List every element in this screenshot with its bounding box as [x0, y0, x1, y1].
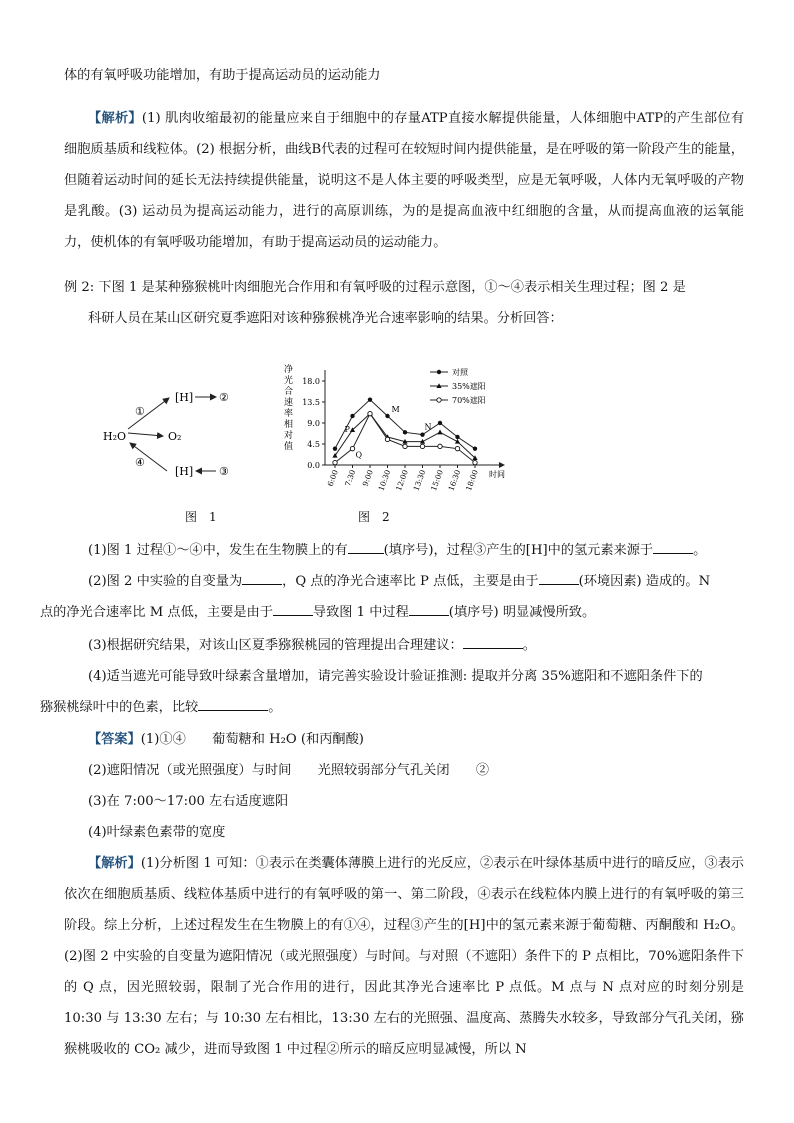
question-4 — [40, 661, 744, 723]
q2-text-f: (填序号) 明显减慢所致。 — [448, 605, 596, 620]
q3-text-a: (3)根据研究结果，对该山区夏季猕猴桃园的管理提出合理建议： — [88, 638, 463, 653]
point-label-M: M — [391, 405, 400, 414]
x-tick-label: 6:00 — [325, 468, 340, 488]
point-label-P: P — [344, 425, 350, 434]
data-point — [420, 432, 424, 436]
answer-3: (3)在 7:00～17:00 左右适度遮阳 — [88, 794, 289, 809]
q2-text-d: 点的净光合速率比 M 点低，主要是由于 — [40, 605, 273, 620]
arrow-h2o-to-o2 — [128, 433, 163, 436]
y-axis-label-char: 净 — [284, 365, 294, 375]
figure-1-diagram — [95, 365, 255, 485]
data-point — [403, 444, 407, 448]
data-point — [385, 437, 389, 441]
legend-label: 对照 — [452, 368, 468, 377]
question-2 — [40, 566, 744, 628]
process-3-label: ③ — [219, 465, 229, 478]
process-1-label: ① — [135, 405, 145, 418]
figure-1-caption: 图 1 — [185, 510, 217, 524]
example-2-line-1: 例 2: 下图 1 是某种猕猴桃叶肉细胞光合作用和有氧呼吸的过程示意图，①～④表示相关生理过程；图 2 是 — [64, 280, 686, 295]
analysis-paragraph-2 — [64, 848, 744, 1065]
blank — [273, 601, 313, 616]
process-2-label: ② — [219, 391, 229, 404]
data-point — [455, 439, 460, 444]
q1-text-c: 。 — [693, 543, 707, 558]
y-axis-label-char: 率 — [284, 409, 294, 419]
figure-2-chart — [280, 358, 520, 498]
q2-text-b: ，Q 点的净光合速率比 P 点低，主要是由于 — [282, 574, 539, 589]
x-tick-label: 18:00 — [464, 468, 480, 493]
q1-text-b: (填序号)，过程③产生的[H]中的氢元素来源于 — [383, 543, 654, 558]
data-point — [438, 444, 442, 448]
y-tick-label: 13.5 — [302, 398, 320, 407]
analysis-tag: 【解析】 — [88, 111, 142, 126]
x-tick-label: 13:30 — [411, 468, 428, 493]
h-bottom-label: [H] — [175, 465, 194, 478]
blank — [198, 696, 268, 711]
data-point — [333, 460, 337, 464]
answer-1: (1)①④ 葡萄糖和 H₂O (和丙酮酸) — [140, 732, 364, 747]
x-tick-label: 9:00 — [360, 468, 375, 488]
q4-text-a: (4)适当遮光可能导致叶绿素含量增加，请完善实验设计验证推测: 提取并分离 35%遮阳和不遮阳条件下的 — [88, 669, 703, 684]
blank — [539, 570, 579, 585]
process-4-label: ④ — [135, 456, 145, 469]
x-tick-label: 15:00 — [429, 468, 445, 493]
q1-text-a: (1)图 1 过程①～④中，发生在生物膜上的有 — [88, 543, 348, 558]
data-point — [350, 414, 354, 418]
data-point — [473, 446, 477, 450]
figure-2-caption: 图 2 — [358, 510, 390, 524]
legend-marker — [437, 398, 441, 402]
point-label-Q: Q — [355, 450, 363, 460]
data-point — [368, 397, 372, 401]
x-tick-label: 10:30 — [376, 468, 393, 493]
data-point — [333, 446, 337, 450]
paragraph-continuation — [64, 60, 744, 91]
answer-tag: 【答案】 — [88, 732, 141, 747]
y-tick-label: 0.0 — [307, 461, 320, 470]
y-tick-label: 9.0 — [307, 419, 320, 428]
q2-text-e: 导致图 1 中过程 — [312, 605, 409, 620]
example-2-line-2: 科研人员在某山区研究夏季遮阳对该种猕猴桃净光合速率影响的结果。分析回答： — [88, 311, 563, 326]
blank — [653, 539, 693, 554]
series-lines — [332, 397, 477, 464]
x-tick-label: 7:30 — [343, 468, 358, 488]
data-point — [368, 411, 372, 415]
data-point — [350, 446, 354, 450]
x-tick-label: 16:30 — [446, 468, 463, 493]
answer-block — [64, 724, 744, 848]
y-axis-label-char: 对 — [284, 431, 294, 441]
x-tick-label: 12:00 — [394, 468, 410, 493]
h2o-label: H₂O — [103, 430, 127, 443]
blank — [463, 634, 523, 649]
data-point — [438, 421, 442, 425]
y-tick-label: 18.0 — [302, 377, 320, 386]
q2-text-c: (环境因素) 造成的。N — [578, 574, 711, 589]
y-axis-label — [284, 363, 293, 452]
example-2-prompt — [64, 272, 744, 334]
data-point — [403, 430, 407, 434]
x-axis-arrow — [499, 462, 505, 468]
text: 体的有氧呼吸功能增加，有助于提高运动员的运动能力 — [64, 68, 381, 83]
legend-marker — [437, 370, 441, 374]
data-point — [437, 430, 442, 435]
data-point — [473, 460, 477, 464]
blank — [242, 570, 282, 585]
data-point — [420, 444, 424, 448]
analysis-text: (1)分析图 1 可知：①表示在类囊体薄膜上进行的光反应，②表示在叶绿体基质中进行的暗反应，③表示依次在细胞质基质、线粒体基质中进行的有氧呼吸的第一、第二阶段，④表示在线粒体内膜上进行的有氧呼吸的第三阶段。综上分析，上述过程发生在生物膜上的有①④，过程③产生的[H]中的氢元素来源于葡萄糖、丙酮酸和 H₂O。(2)图 2 中实验的自变量为遮阳情况（或光照强度）与时间。与对照（不遮阳）条件下的 P 点相比，70%遮阳条件下的 Q 点，因光照较弱，限制了光合作用的进行，因此其净光合速率比 P 点低。M 点与 N 点对应的时刻分别是 10:30 与 13:30 左右；与 10:30 左右相比，13:30 左右的光照强、温度高、蒸腾失水较多，导致部分气孔关闭，猕猴桃吸收的 CO₂ 减少，进而导致图 1 中过程②所示的暗反应明显减慢，所以 N — [64, 856, 744, 1057]
analysis-tag: 【解析】 — [88, 856, 141, 871]
y-axis-label-char: 相 — [284, 420, 294, 430]
series-3 — [333, 411, 477, 464]
answer-2: (2)遮阳情况（或光照强度）与时间 光照较弱部分气孔关闭 ② — [88, 763, 490, 778]
y-axis-label-char: 值 — [284, 442, 294, 452]
q3-text-b: 。 — [522, 638, 536, 653]
q4-text-c: 。 — [268, 700, 282, 715]
y-axis-ticks — [302, 377, 325, 470]
y-axis-label-char: 合 — [284, 387, 294, 397]
o2-label: O₂ — [168, 430, 182, 443]
blank — [348, 539, 384, 554]
answer-4: (4)叶绿素色素带的宽度 — [88, 825, 226, 840]
point-annotations — [345, 405, 432, 460]
data-point — [385, 414, 389, 418]
point-label-N: N — [424, 422, 432, 432]
h-top-label: [H] — [175, 391, 194, 404]
q4-text-b: 猕猴桃绿叶中的色素，比较 — [40, 700, 199, 715]
data-point — [455, 435, 459, 439]
question-1 — [64, 535, 744, 566]
x-axis-label: 时间 — [489, 470, 505, 479]
analysis-text: (1) 肌肉收缩最初的能量应来自于细胞中的存量ATP直接水解提供能量，人体细胞中ATP的产生部位有细胞质基质和线粒体。(2) 根据分析，曲线B代表的过程可在较短时间内提供能量，是在呼吸的第一阶段产生的能量，但随着运动时间的延长无法持续提供能量，说明这不是人体主要的呼吸类型，应是无氧呼吸，人体内无氧呼吸的产物是乳酸。(3) 运动员为提高运动能力，进行的高原训练，为的是提高血液中红细胞的含量，从而提高血液的运氧能力，使机体的有氧呼吸功能增加，有助于提高运动员的运动能力。 — [64, 111, 745, 250]
y-tick-label: 4.5 — [307, 440, 320, 449]
question-3 — [64, 630, 744, 661]
blank — [409, 601, 449, 616]
legend-label: 70%遮阳 — [452, 396, 486, 405]
y-axis-label-char: 光 — [284, 376, 294, 386]
y-axis-label-char: 速 — [284, 398, 294, 408]
x-axis-ticks — [326, 465, 480, 492]
legend-label: 35%遮阳 — [452, 382, 486, 391]
analysis-paragraph-1 — [64, 103, 744, 258]
q2-text-a: (2)图 2 中实验的自变量为 — [88, 574, 243, 589]
data-point — [455, 446, 459, 450]
legend — [430, 367, 486, 405]
